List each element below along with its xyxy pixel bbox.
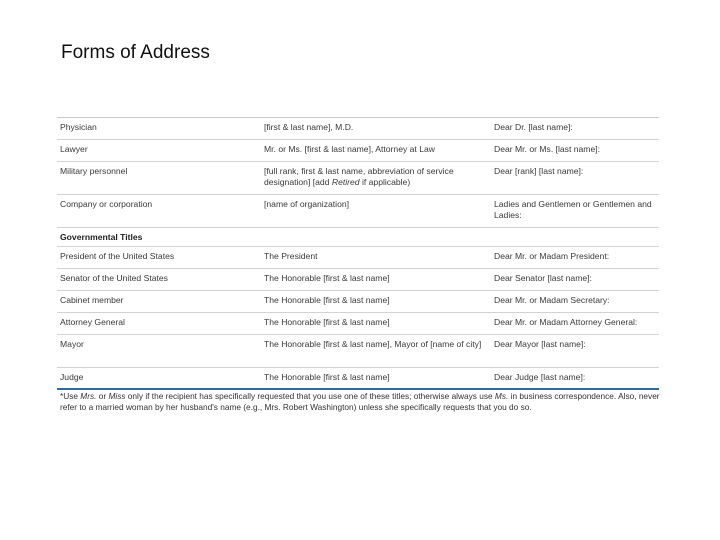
footnote-text: in business correspondence. Also, never refer to a married woman by her husband's name (e.g., Mrs. Robert Washington) unless she specifically requests that you do so. (60, 391, 660, 412)
table-row (57, 247, 659, 269)
envelope-address-cell: The President (264, 251, 318, 261)
salutation-cell: Dear Mr. or Madam President: (494, 251, 610, 261)
salutation-cell: Dear Senator [last name]: (494, 273, 592, 283)
recipient-cell: Lawyer (60, 144, 88, 154)
table-row (57, 368, 659, 390)
salutation-cell: Dear Mr. or Ms. [last name]: (494, 144, 601, 154)
envelope-address-cell: The Honorable [first & last name] (264, 372, 390, 382)
salutation-cell: Dear Mr. or Madam Secretary: (494, 295, 610, 305)
section-title: Governmental Titles (60, 232, 143, 242)
table-row (57, 291, 659, 313)
salutation-cell: Dear Mr. or Madam Attorney General: (494, 317, 638, 327)
recipient-cell: Attorney General (60, 317, 125, 327)
footnote-text: *Use (60, 391, 81, 401)
recipient-cell: Judge (60, 372, 84, 382)
page-title: Forms of Address (61, 42, 210, 63)
envelope-address-cell (264, 166, 494, 189)
address-text: if applicable) (359, 177, 411, 187)
table-row (57, 269, 659, 291)
section-header-row (57, 228, 659, 247)
forms-of-address-table (57, 117, 659, 390)
emphasis-text: Ms. (494, 391, 509, 401)
envelope-address-cell: The Honorable [first & last name] (264, 317, 390, 327)
salutation-cell: Dear Judge [last name]: (494, 372, 586, 382)
table-row (57, 118, 659, 140)
recipient-cell: Cabinet member (60, 295, 124, 305)
envelope-address-cell: Mr. or Ms. [first & last name], Attorney at Law (264, 144, 435, 154)
recipient-cell: Military personnel (60, 166, 128, 176)
recipient-cell: Company or corporation (60, 199, 153, 209)
envelope-address-cell: [first & last name], M.D. (264, 122, 354, 132)
emphasis-text: Retired (331, 177, 360, 187)
recipient-cell: President of the United States (60, 251, 175, 261)
table-row (57, 140, 659, 162)
recipient-cell: Senator of the United States (60, 273, 168, 283)
table-row (57, 162, 659, 195)
emphasis-text: Miss (108, 391, 126, 401)
envelope-address-cell: [name of organization] (264, 199, 350, 209)
table-row (57, 195, 659, 228)
footnote-text: only if the recipient has specifically requested that you use one of these titles; otherwise always use (125, 391, 495, 401)
footnote-text: or (96, 391, 109, 401)
emphasis-text: Mrs. (80, 391, 97, 401)
recipient-cell: Physician (60, 122, 97, 132)
footnote (60, 391, 660, 413)
salutation-cell: Ladies and Gentlemen or Gentlemen and Ladies: (494, 199, 652, 220)
envelope-address-cell: The Honorable [first & last name] (264, 273, 390, 283)
envelope-address-cell: The Honorable [first & last name] (264, 295, 390, 305)
salutation-cell: Dear [rank] [last name]: (494, 166, 584, 176)
envelope-address-cell: The Honorable [first & last name], Mayor of [name of city] (264, 339, 482, 349)
salutation-cell: Dear Dr. [last name]: (494, 122, 573, 132)
table-row (57, 335, 659, 368)
address-text: [full rank, first & last name, abbreviation of service designation] [add (264, 166, 454, 187)
recipient-cell: Mayor (60, 339, 84, 349)
table-row (57, 313, 659, 335)
salutation-cell: Dear Mayor [last name]: (494, 339, 586, 349)
